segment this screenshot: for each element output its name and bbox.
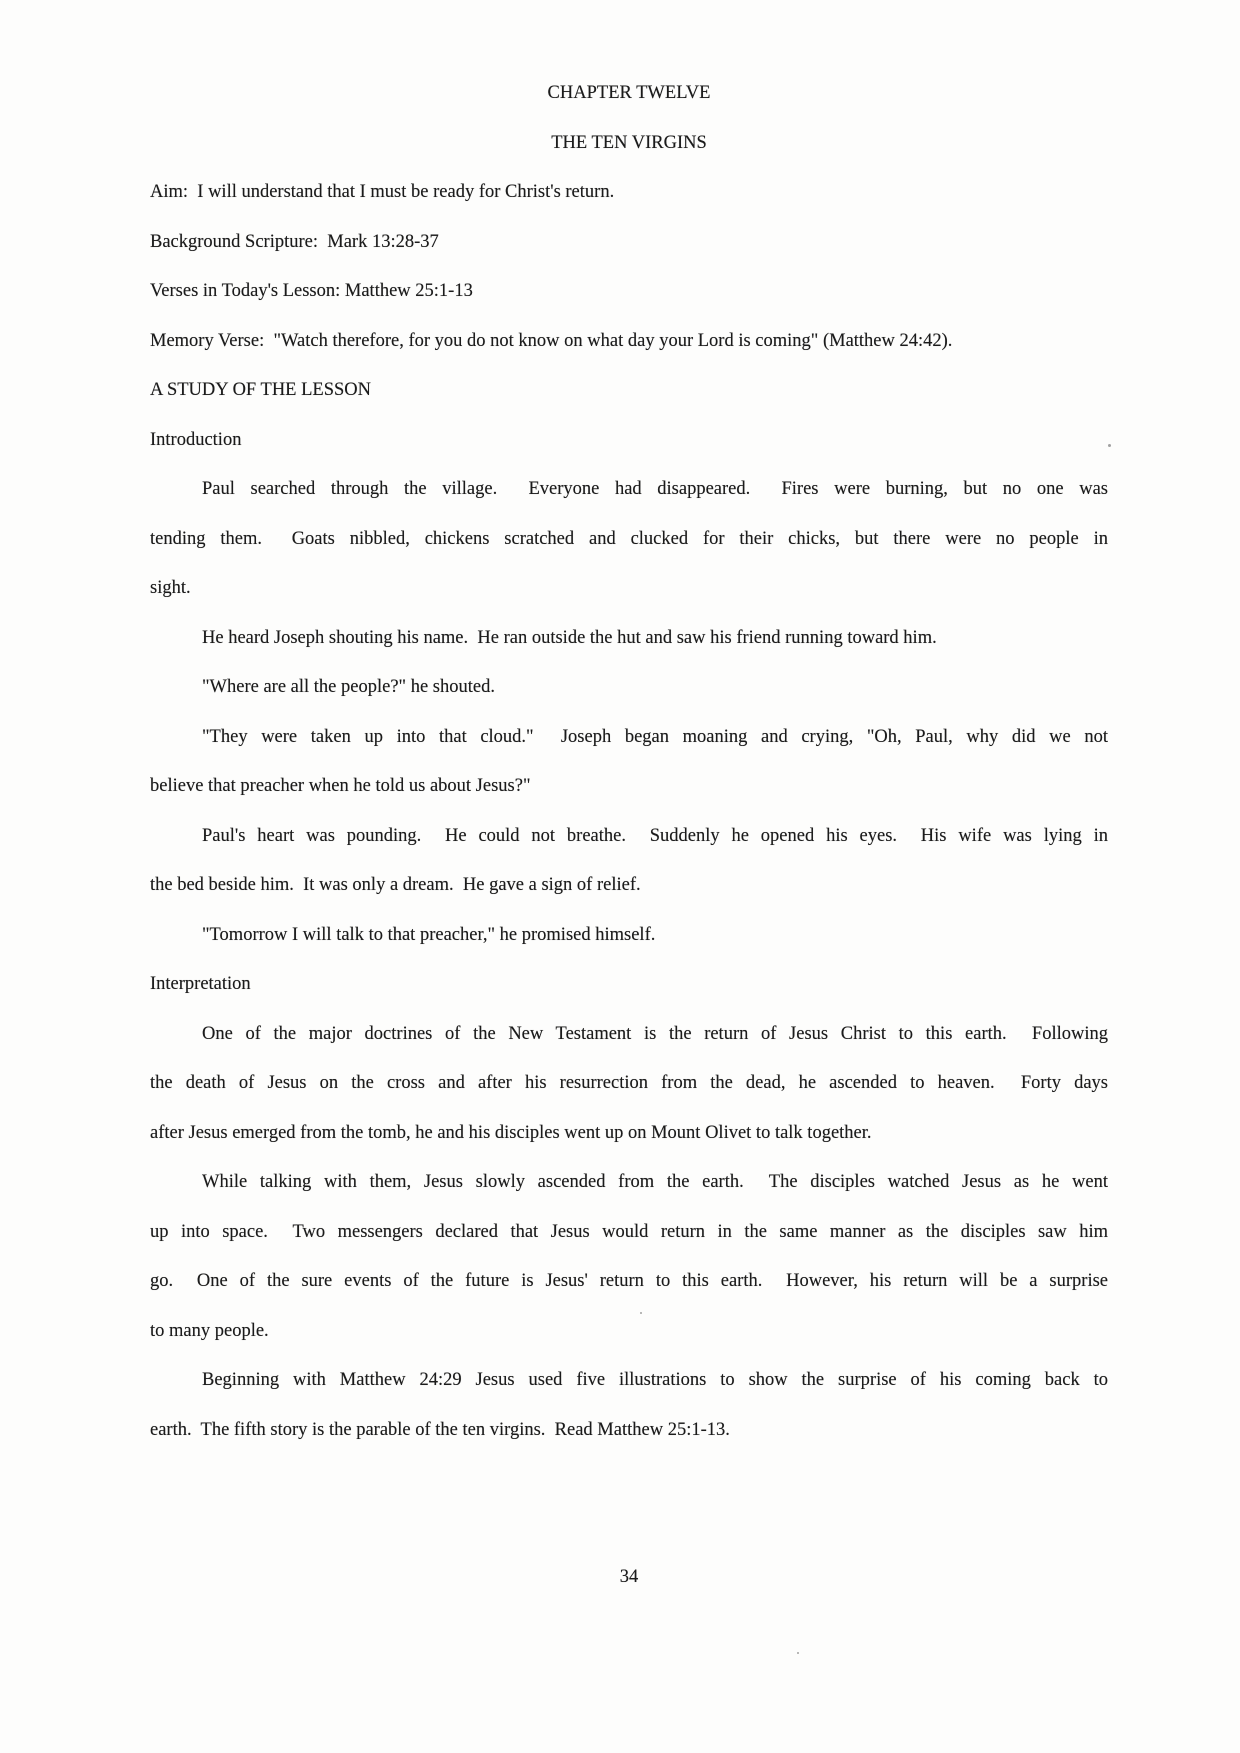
body-line: earth. The fifth story is the parable of the ten virgins. Read Matthew 25:1-13. bbox=[150, 1419, 730, 1440]
body-line: While talking with them, Jesus slowly ascended from the earth. The disciples watched Jesus as he went bbox=[202, 1172, 1108, 1192]
story-line: sight. bbox=[150, 578, 191, 598]
chapter-heading: CHAPTER TWELVE bbox=[547, 83, 711, 103]
story-line: Paul's heart was pounding. He could not breathe. Suddenly he opened his eyes. His wife was lying in bbox=[202, 825, 1108, 846]
scan-speck bbox=[640, 1312, 642, 1314]
background-scripture-line: Background Scripture: Mark 13:28-37 bbox=[150, 231, 439, 252]
study-section-heading: A STUDY OF THE LESSON bbox=[150, 380, 371, 400]
story-line: Paul searched through the village. Everyone had disappeared. Fires were burning, but no one was bbox=[202, 479, 1108, 499]
body-line: up into space. Two messengers declared that Jesus would return in the same manner as the disciples saw him bbox=[150, 1221, 1108, 1242]
story-line: He heard Joseph shouting his name. He ran outside the hut and saw his friend running toward him. bbox=[202, 627, 937, 648]
verses-line: Verses in Today's Lesson: Matthew 25:1-13 bbox=[150, 281, 473, 301]
story-line: "Where are all the people?" he shouted. bbox=[202, 677, 495, 697]
story-line: "They were taken up into that cloud." Joseph began moaning and crying, "Oh, Paul, why did we not bbox=[202, 726, 1108, 747]
body-line: Beginning with Matthew 24:29 Jesus used five illustrations to show the surprise of his coming back to bbox=[202, 1370, 1108, 1390]
page-title: THE TEN VIRGINS bbox=[551, 132, 707, 153]
body-line: after Jesus emerged from the tomb, he and his disciples went up on Mount Olivet to talk together. bbox=[150, 1122, 872, 1143]
body-line: the death of Jesus on the cross and after his resurrection from the dead, he ascended to heaven. Forty days bbox=[150, 1073, 1108, 1093]
introduction-heading: Introduction bbox=[150, 429, 242, 450]
story-line: tending them. Goats nibbled, chickens scratched and clucked for their chicks, but there were no people in bbox=[150, 528, 1108, 549]
story-line: "Tomorrow I will talk to that preacher," he promised himself. bbox=[202, 924, 656, 945]
scan-speck bbox=[797, 1652, 799, 1654]
memory-verse-line: Memory Verse: "Watch therefore, for you do not know on what day your Lord is coming" (Matthew 24:42). bbox=[150, 330, 953, 351]
story-line: the bed beside him. It was only a dream. He gave a sign of relief. bbox=[150, 875, 641, 895]
body-line: to many people. bbox=[150, 1320, 269, 1341]
scan-speck bbox=[1108, 444, 1111, 447]
interpretation-heading: Interpretation bbox=[150, 974, 251, 994]
story-line: believe that preacher when he told us about Jesus?" bbox=[150, 776, 531, 796]
body-line: One of the major doctrines of the New Testament is the return of Jesus Christ to this earth. Following bbox=[202, 1023, 1108, 1044]
page-number: 34 bbox=[619, 1567, 639, 1587]
aim-line: Aim: I will understand that I must be ready for Christ's return. bbox=[150, 182, 615, 202]
text-block bbox=[150, 69, 1108, 1603]
body-line: go. One of the sure events of the future is Jesus' return to this earth. However, his return will be a surprise bbox=[150, 1271, 1108, 1291]
